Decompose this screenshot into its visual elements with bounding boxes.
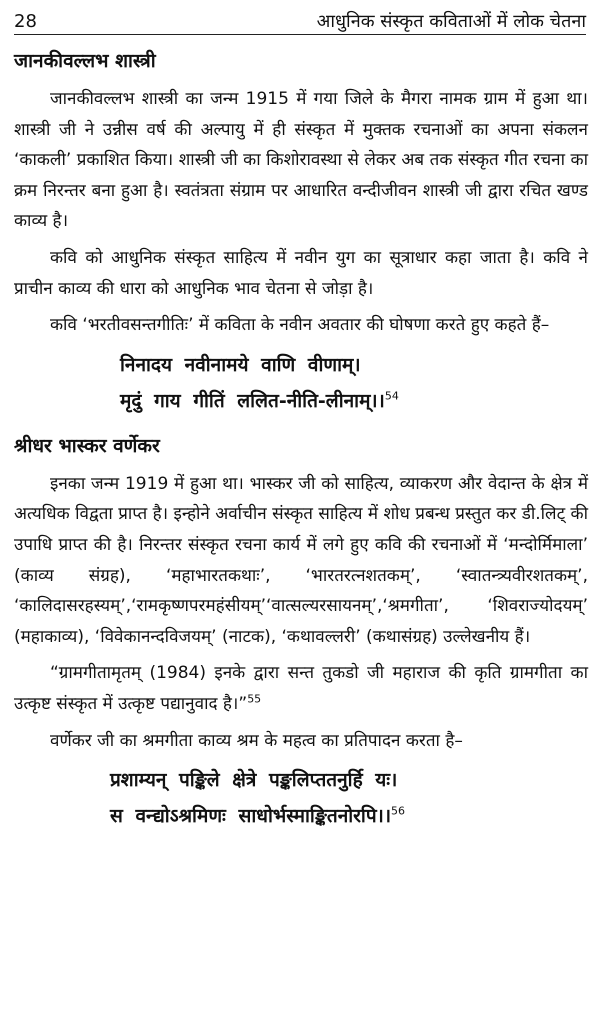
footnote-ref: 56: [391, 804, 406, 818]
verse-line: मृदुं गाय गीतिं ललित-नीति-लीनाम्।।$^{54}$: [120, 389, 399, 412]
paragraph: कवि को आधुनिक संस्कृत साहित्य में नवीन युग का सूत्राधार कहा जाता है। कवि ने प्राचीन काव्य की धारा को आधुनिक भाव चेतना से जोड़ा है।: [14, 247, 588, 299]
paragraph: कवि ‘भरतीवसन्तगीतिः’ में कविता के नवीन अवतार की घोषणा करते हुए कहते हैं–: [50, 315, 550, 336]
running-title: आधुनिक संस्कृत कविताओं में लोक चेतना: [316, 11, 586, 32]
paragraph: जानकीवल्लभ शास्त्री का जन्म 1915 में गया जिले के मैगरा नामक ग्राम में हुआ था। शास्त्री जी ने उन्नीस वर्ष की अल्पायु में ही संस्कृत में मुक्तक रचनाओं का अपना संकलन ‘काकली’ प्रकाशित किया। शास्त्री जी का किशोरावस्था से लेकर अब तक संस्कृत गीत रचना का क्रम निरन्तर बना हुआ है। स्वतंत्रता संग्राम पर आधारित वन्दीजीवन शास्त्री जी द्वारा रचित खण्ड काव्य है।: [14, 89, 588, 232]
footnote-ref: 54: [384, 389, 399, 403]
paragraph: इनका जन्म 1919 में हुआ था। भास्कर जी को साहित्य, व्याकरण और वेदान्त के क्षेत्र में अत्यधिक विद्वता प्राप्त है। इन्होने अर्वाचीन संस्कृत साहित्य में शोध प्रबन्ध प्रस्तुत कर डी.लिट् की उपाधि प्राप्त की है। निरन्तर संस्कृत रचना कार्य में लगे हुए कवि की रचनाओं में ‘मन्दोर्मिमाला’ (काव्य संग्रह), ‘महाभारतकथाः’, ‘भारतरत्नशतकम्’, ‘स्वातन्त्र्यवीरशतकम्’, ‘कालिदासरहस्यम्’,‘रामकृष्णपरमहंसीयम्’‘वात्सल्यरसायनम्’,‘श्रमगीता’, ‘शिवराज्योदयम्’ (महाकाव्य), ‘विवेकानन्दविजयम्’ (नाटक), ‘कथावल्लरी’ (कथासंग्रह) उल्लेखनीय हैं।: [14, 473, 588, 647]
verse-line: स वन्द्योऽश्रमिणः साधोर्भस्माङ्कितनोरपि।।$^{56}$: [110, 804, 406, 828]
section-heading-shridhar: श्रीधर भास्कर वर्णेकर: [14, 434, 160, 457]
page-number: 28: [14, 11, 37, 32]
footnote-ref: 55: [247, 692, 262, 706]
paragraph: “ग्रामगीतामृतम् (1984) इनके द्वारा सन्त तुकडो जी महाराज की कृति ग्रामगीता का उत्कृष्ट संस्कृत में उत्कृष्ट पद्यानुवाद है।”$^{55}$: [14, 663, 588, 714]
section-heading-janakivallabh: जानकीवल्लभ शास्त्री: [14, 50, 156, 72]
page-content: [14, 46, 588, 834]
verse-line: प्रशाम्यन् पङ्किले क्षेत्रे पङ्कलिप्ततनुर्हि यः।: [110, 769, 398, 792]
paragraph: वर्णेकर जी का श्रमगीता काव्य श्रम के महत्व का प्रतिपादन करता है–: [50, 730, 463, 751]
page-header: [14, 4, 586, 34]
header-rule: [14, 34, 586, 35]
verse-line: निनादय नवीनामये वाणि वीणाम्।: [120, 353, 361, 376]
